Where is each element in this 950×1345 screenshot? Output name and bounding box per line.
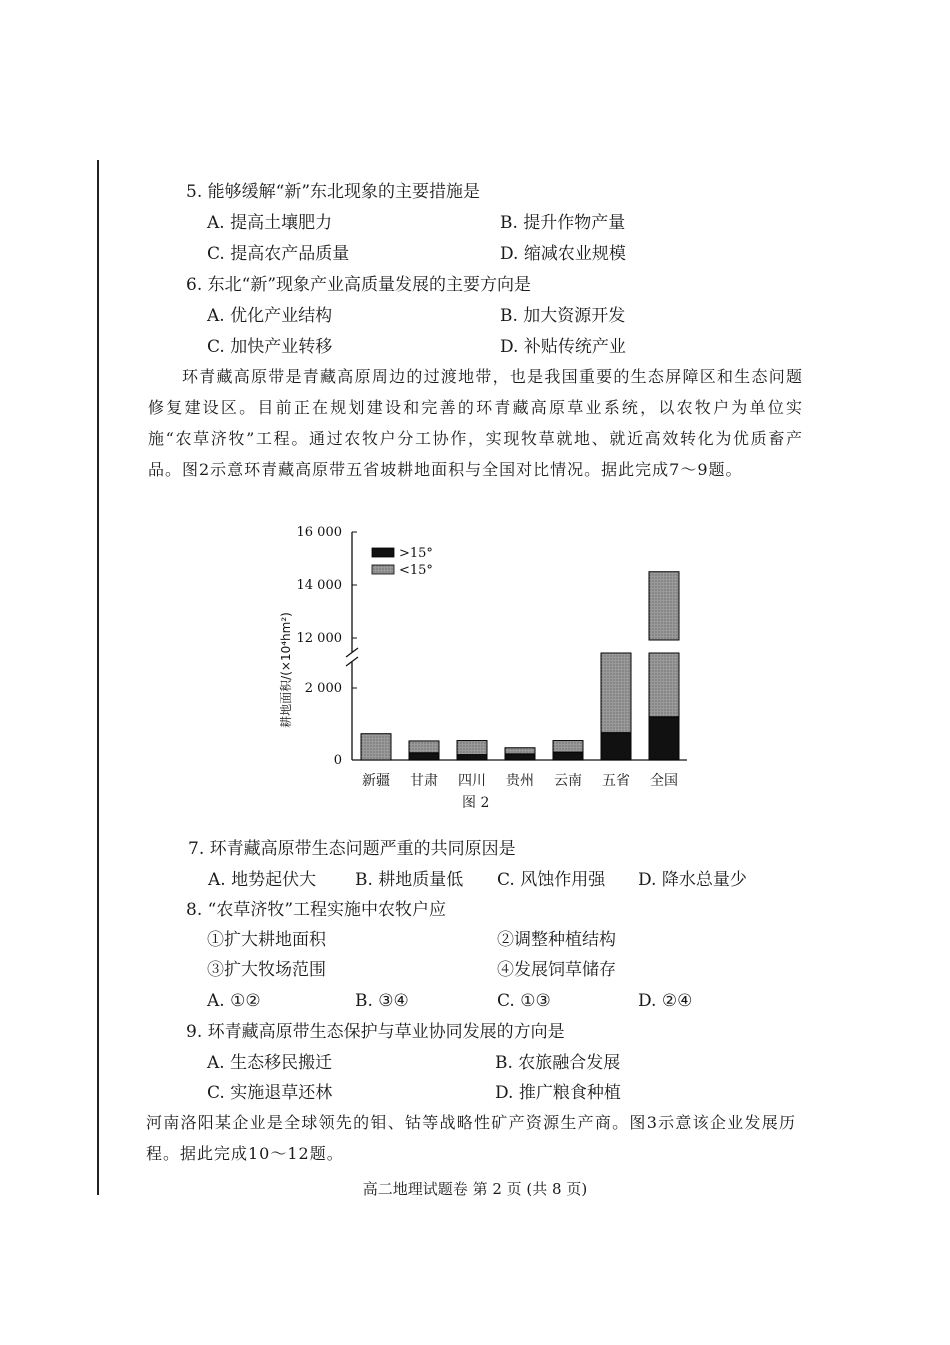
bar-lt15-甘肃 <box>409 741 439 753</box>
chart-legend <box>372 546 433 578</box>
q8-option-c: C. ①③ <box>497 991 551 1011</box>
bar-lt15-全国-lower <box>649 653 679 717</box>
q7-stem: 7. 环青藏高原带生态问题严重的共同原因是 <box>188 839 516 859</box>
legend-label: <15° <box>399 563 433 578</box>
q7-option-b: B. 耕地质量低 <box>355 870 464 890</box>
x-category-label: 甘肃 <box>410 773 438 789</box>
bar-lt15-云南 <box>553 741 583 753</box>
q6-option-c: C. 加快产业转移 <box>207 337 333 357</box>
chart-bars <box>361 572 679 760</box>
q9-option-d: D. 推广粮食种植 <box>495 1083 621 1103</box>
bar-gt15-甘肃 <box>409 753 439 760</box>
chart-category-labels <box>362 772 678 789</box>
q8-option-b: B. ③④ <box>355 991 409 1011</box>
chart-y-ticks <box>297 525 358 768</box>
q8-option-a: A. ①② <box>207 991 261 1011</box>
legend-swatch <box>372 565 394 574</box>
figure2-chart <box>262 520 702 795</box>
q8-item-4: ④发展饲草储存 <box>497 960 616 980</box>
figure2-caption: 图 2 <box>462 795 490 811</box>
bar-gt15-五省 <box>601 733 631 760</box>
y-tick-label: 14 000 <box>296 578 342 593</box>
page-footer: 高二地理试题卷 第 2 页 (共 8 页) <box>362 1180 588 1198</box>
bar-lt15-四川 <box>457 741 487 755</box>
q9-option-a: A. 生态移民搬迁 <box>207 1053 333 1073</box>
q8-item-1: ①扩大耕地面积 <box>207 930 326 950</box>
y-tick-label: 2 000 <box>304 681 342 696</box>
q5-stem: 5. 能够缓解“新”东北现象的主要措施是 <box>186 182 481 202</box>
q8-stem: 8. “农草济牧”工程实施中农牧户应 <box>186 900 447 920</box>
bar-gt15-全国 <box>649 717 679 760</box>
q9-stem: 9. 环青藏高原带生态保护与草业协同发展的方向是 <box>186 1022 565 1042</box>
x-category-label: 云南 <box>554 773 582 789</box>
bar-lt15-全国-upper <box>649 572 679 640</box>
x-category-label: 全国 <box>650 773 678 789</box>
bar-gt15-贵州 <box>505 754 535 760</box>
y-tick-label: 16 000 <box>296 525 342 540</box>
binding-margin-line <box>97 160 99 1195</box>
q9-option-b: B. 农旅融合发展 <box>495 1053 621 1073</box>
bar-gt15-云南 <box>553 752 583 760</box>
y-tick-label: 0 <box>333 753 342 768</box>
q6-option-b: B. 加大资源开发 <box>500 306 626 326</box>
bar-lt15-贵州 <box>505 748 535 754</box>
x-category-label: 新疆 <box>362 773 390 789</box>
q8-item-2: ②调整种植结构 <box>497 930 616 950</box>
q8-option-d: D. ②④ <box>638 991 693 1011</box>
bar-lt15-新疆 <box>361 734 391 760</box>
chart-axes <box>346 532 687 760</box>
y-tick-label: 12 000 <box>296 631 342 646</box>
q7-option-d: D. 降水总量少 <box>638 870 747 890</box>
q5-option-b: B. 提升作物产量 <box>500 213 626 233</box>
bar-gt15-四川 <box>457 755 487 760</box>
passage-qinghai-tibet: 环青藏高原带是青藏高原周边的过渡地带，也是我国重要的生态屏障区和生态问题修复建设区。目前正在规划建设和完善的环青藏高原草业系统，以农牧户为单位实施“农草济牧”工程。通过农牧户分工协作，实现牧草就地、就近高效转化为优质畜产品。图2示意环青藏高原带五省坡耕地面积与全国对比情况。据此完成7～9题。 <box>148 367 803 479</box>
q6-option-d: D. 补贴传统产业 <box>500 337 626 357</box>
x-category-label: 贵州 <box>506 773 534 789</box>
q5-option-d: D. 缩减农业规模 <box>500 244 626 264</box>
q8-item-3: ③扩大牧场范围 <box>207 960 326 980</box>
chart-y-axis-label: 耕地面积/(×10⁴hm²) <box>279 612 293 728</box>
q7-option-a: A. 地势起伏大 <box>208 870 317 890</box>
q9-option-c: C. 实施退草还林 <box>207 1083 333 1103</box>
legend-label: >15° <box>399 546 433 561</box>
q5-option-c: C. 提高农产品质量 <box>207 244 350 264</box>
passage-luoyang-enterprise: 河南洛阳某企业是全球领先的钼、钴等战略性矿产资源生产商。图3示意该企业发展历程。据此完成10～12题。 <box>146 1113 796 1163</box>
q5-option-a: A. 提高土壤肥力 <box>207 213 333 233</box>
x-category-label: 四川 <box>458 773 486 789</box>
q6-option-a: A. 优化产业结构 <box>207 306 333 326</box>
q6-stem: 6. 东北“新”现象产业高质量发展的主要方向是 <box>186 275 532 295</box>
q7-option-c: C. 风蚀作用强 <box>497 870 606 890</box>
x-category-label: 五省 <box>602 773 630 789</box>
legend-swatch <box>372 548 394 557</box>
bar-lt15-五省-lower <box>601 653 631 733</box>
